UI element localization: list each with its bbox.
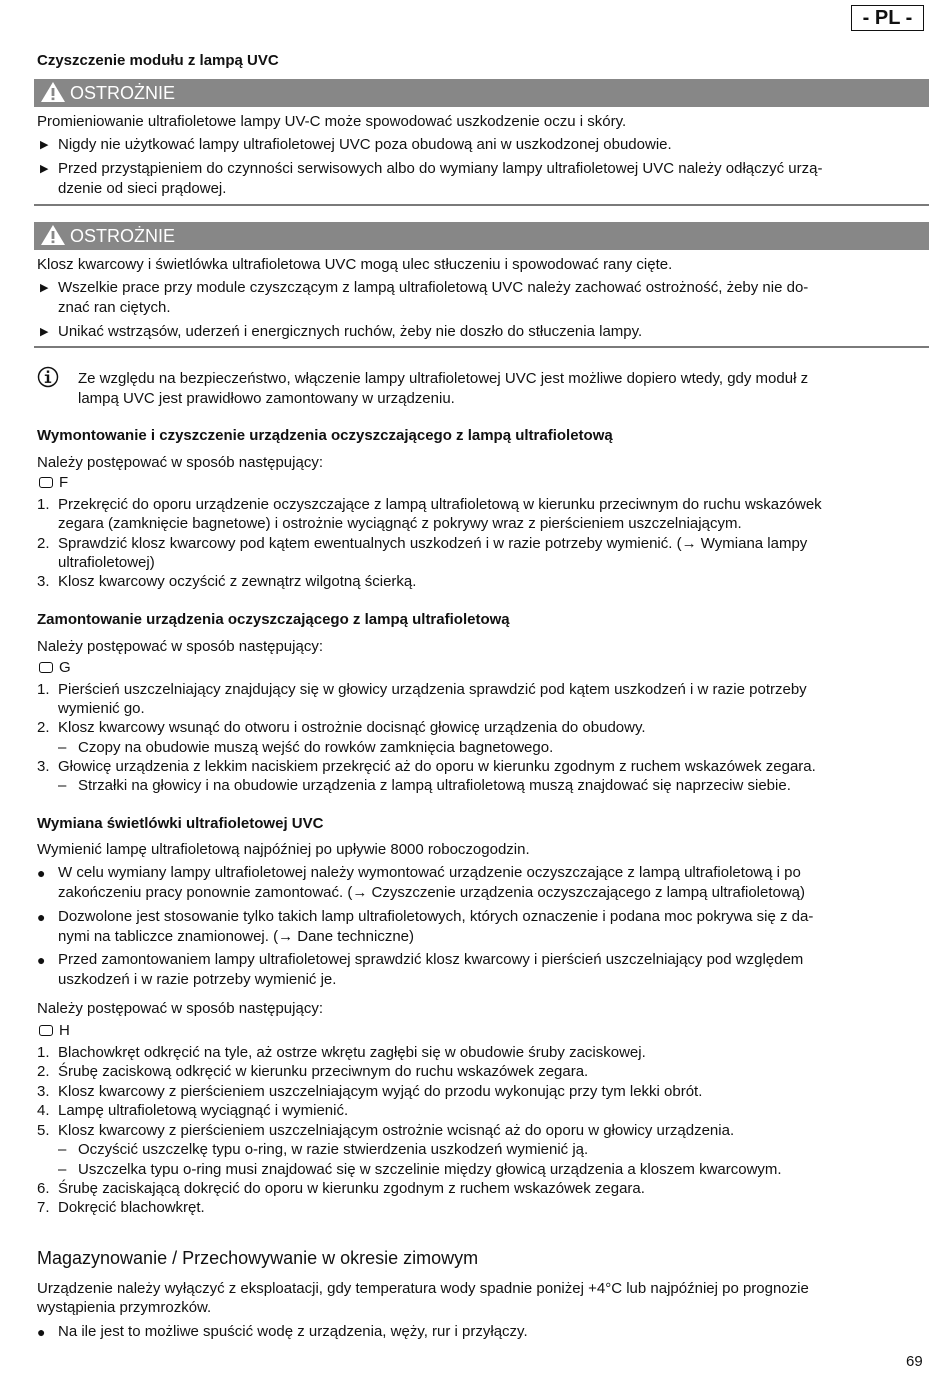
warning-1-intro: Promieniowanie ultrafioletowe lampy UV-C może spowodować uszkodzenie oczu i skóry. [37, 113, 627, 130]
bullet-text-cont: zakończeniu pracy ponownie zamontować. (→ Czyszczenie urządzenia oczyszczającego z lampą ultrafioletową) [58, 884, 806, 901]
warning-label: OSTROŻNIE [70, 226, 176, 246]
sub-step-text: Oczyścić uszczelkę typu o-ring, w razie stwierdzenia uszkodzeń wymienić ją. [78, 1141, 589, 1158]
step-text: Klosz kwarcowy z pierścieniem uszczelniającym ostrożnie wcisnąć aż do oporu w głowicy urządzenia. [58, 1122, 735, 1139]
step-text: Pierścień uszczelniający znajdujący się w głowicy urządzenia sprawdzić pod kątem uszkodzeń i w razie potrzeby [58, 681, 807, 698]
figure-ref [39, 473, 68, 493]
sub-step-text: Strzałki na głowicy i na obudowie urządzenia z lampą ultrafioletową muszą znajdować się naprzeciw siebie. [78, 777, 791, 794]
bullet-text: Na ile jest to możliwe spuścić wodę z urządzenia, węży, rur i przyłączy. [58, 1323, 528, 1340]
storage-text: Urządzenie należy wyłączyć z eksploatacji, gdy temperatura wody spadnie poniżej +4°C lub najpóźniej po prognozie [37, 1280, 809, 1297]
page-number: 69 [906, 1353, 923, 1370]
warning-icon [40, 224, 66, 246]
language-tag: - PL - [851, 5, 924, 31]
step-number: 1. [37, 1044, 50, 1061]
bullet-text: Przed zamontowaniem lampy ultrafioletowej sprawdzić klosz kwarcowy i pierścień uszczelniający pod względem [58, 951, 804, 968]
info-note: Ze względu na bezpieczeństwo, włączenie lampy ultrafioletowej UVC jest możliwe dopiero wtedy, gdy moduł z [78, 370, 809, 387]
bullet-icon: ● [37, 909, 46, 925]
arrow-bullet-icon: ▶ [40, 326, 49, 338]
step-number: 7. [37, 1199, 50, 1216]
step-text: Klosz kwarcowy wsunąć do otworu i ostrożnie docisnąć głowicę urządzenia do obudowy. [58, 719, 646, 736]
step-text: Lampę ultrafioletową wyciągnąć i wymienić. [58, 1102, 349, 1119]
warning-icon [40, 81, 66, 103]
step-number: 1. [37, 681, 50, 698]
figure-ref [39, 658, 71, 678]
step-number: 6. [37, 1180, 50, 1197]
step-number: 3. [37, 758, 50, 775]
step-text-cont: wymienić go. [58, 700, 145, 717]
bullet-text-cont: nymi na tabliczce znamionowej. (→ Dane techniczne) [58, 928, 414, 945]
step-text: Przekręcić do oporu urządzenie oczyszczające z lampą ultrafioletową w kierunku przeciwnym do ruchu wskazówek [58, 496, 822, 513]
dismount-lead: Należy postępować w sposób następujący: [37, 454, 323, 471]
step-number: 2. [37, 1063, 50, 1080]
mount-title: Zamontowanie urządzenia oczyszczającego z lampą ultrafioletową [37, 611, 510, 628]
warning-2-item: Wszelkie prace przy module czyszczącym z lampą ultrafioletową UVC należy zachować ostrożność, żeby nie do- [58, 279, 809, 296]
step-text: Sprawdzić klosz kwarcowy pod kątem ewentualnych uszkodzeń i w razie potrzeby wymienić. (→ Wymiana lampy [58, 535, 808, 552]
replace-title: Wymiana świetlówki ultrafioletowej UVC [37, 815, 324, 832]
step-text: Blachowkręt odkręcić na tyle, aż ostrze wkrętu zagłębi się w obudowie śruby zaciskowej. [58, 1044, 646, 1061]
warning-1-item: Nigdy nie użytkować lampy ultrafioletowej UVC poza obudową ani w uszkodzonej obudowie. [58, 136, 672, 153]
arrow-bullet-icon: ▶ [40, 163, 49, 175]
dash-marker: – [58, 777, 67, 794]
bullet-icon: ● [37, 952, 46, 968]
step-number: 3. [37, 573, 50, 590]
warning-bar-2 [34, 222, 929, 250]
figure-label: F [59, 474, 69, 491]
warning-2-intro: Klosz kwarcowy i świetlówka ultrafioletowa UVC mogą ulec stłuczeniu i spowodować rany cięte. [37, 256, 673, 273]
figure-icon [39, 477, 53, 488]
dismount-title: Wymontowanie i czyszczenie urządzenia oczyszczającego z lampą ultrafioletową [37, 427, 613, 444]
step-number: 4. [37, 1102, 50, 1119]
figure-icon [39, 662, 53, 673]
bullet-text: Dozwolone jest stosowanie tylko takich lamp ultrafioletowych, których oznaczenie i podana moc pokrywa się z da- [58, 908, 814, 925]
divider [34, 204, 929, 206]
divider [34, 346, 929, 348]
dash-marker: – [58, 1161, 67, 1178]
info-note-cont: lampą UVC jest prawidłowo zamontowany w urządzeniu. [78, 390, 455, 407]
step-text: Śrubę zaciskającą dokręcić do oporu w kierunku zgodnym z ruchem wskazówek zegara. [58, 1180, 645, 1197]
step-text: Śrubę zaciskową odkręcić w kierunku przeciwnym do ruchu wskazówek zegara. [58, 1063, 589, 1080]
mount-lead: Należy postępować w sposób następujący: [37, 638, 323, 655]
step-text-cont: zegara (zamknięcie bagnetowe) i ostrożnie wyciągnąć z pokrywy wraz z pierścieniem uszczelniającym. [58, 515, 742, 532]
step-number: 3. [37, 1083, 50, 1100]
section-title: Czyszczenie modułu z lampą UVC [37, 52, 279, 69]
storage-title: Magazynowanie / Przechowywanie w okresie zimowym [37, 1248, 479, 1268]
replace-lead: Należy postępować w sposób następujący: [37, 1000, 323, 1017]
figure-label: G [59, 659, 71, 676]
bullet-text-cont: uszkodzeń i w razie potrzeby wymienić je. [58, 971, 337, 988]
arrow-bullet-icon: ▶ [40, 139, 49, 151]
bullet-text: W celu wymiany lampy ultrafioletowej należy wymontować urządzenie oczyszczające z lampą ultrafioletową i po [58, 864, 801, 881]
figure-label: H [59, 1022, 70, 1039]
sub-step-text: Czopy na obudowie muszą wejść do rowków zamknięcia bagnetowego. [78, 739, 554, 756]
step-number: 1. [37, 496, 50, 513]
step-text: Głowicę urządzenia z lekkim naciskiem przekręcić aż do oporu w kierunku zgodnym z ruchem wskazówek zegara. [58, 758, 816, 775]
replace-intro: Wymienić lampę ultrafioletową najpóźniej po upływie 8000 roboczogodzin. [37, 841, 530, 858]
warning-2-item: Unikać wstrząsów, uderzeń i energicznych ruchów, żeby nie doszło do stłuczenia lampy. [58, 323, 643, 340]
step-text: Dokręcić blachowkręt. [58, 1199, 205, 1216]
bullet-icon: ● [37, 865, 46, 881]
sub-step-text: Uszczelka typu o-ring musi znajdować się w szczelinie między głowicą urządzenia a kloszem kwarcowym. [78, 1161, 782, 1178]
warning-2-item-cont: znać ran ciętych. [58, 299, 171, 316]
step-text-cont: ultrafioletowej) [58, 554, 155, 571]
figure-ref [39, 1021, 70, 1041]
warning-1-item: Przed przystąpieniem do czynności serwisowych albo do wymiany lampy ultrafioletowej UVC należy odłączyć urzą- [58, 160, 823, 177]
step-text: Klosz kwarcowy oczyścić z zewnątrz wilgotną ścierką. [58, 573, 417, 590]
warning-label: OSTROŻNIE [70, 83, 176, 103]
warning-bar-1 [34, 79, 929, 107]
step-text: Klosz kwarcowy z pierścieniem uszczelniającym wyjąć do przodu wykonując przy tym lekki obrót. [58, 1083, 703, 1100]
bullet-icon: ● [37, 1324, 46, 1340]
step-number: 5. [37, 1122, 50, 1139]
step-number: 2. [37, 535, 50, 552]
step-number: 2. [37, 719, 50, 736]
figure-icon [39, 1025, 53, 1036]
dash-marker: – [58, 1141, 67, 1158]
storage-text-cont: wystąpienia przymrozków. [37, 1299, 212, 1316]
warning-1-item-cont: dzenie od sieci prądowej. [58, 180, 227, 197]
info-icon [37, 366, 59, 388]
arrow-bullet-icon: ▶ [40, 282, 49, 294]
dash-marker: – [58, 739, 67, 756]
